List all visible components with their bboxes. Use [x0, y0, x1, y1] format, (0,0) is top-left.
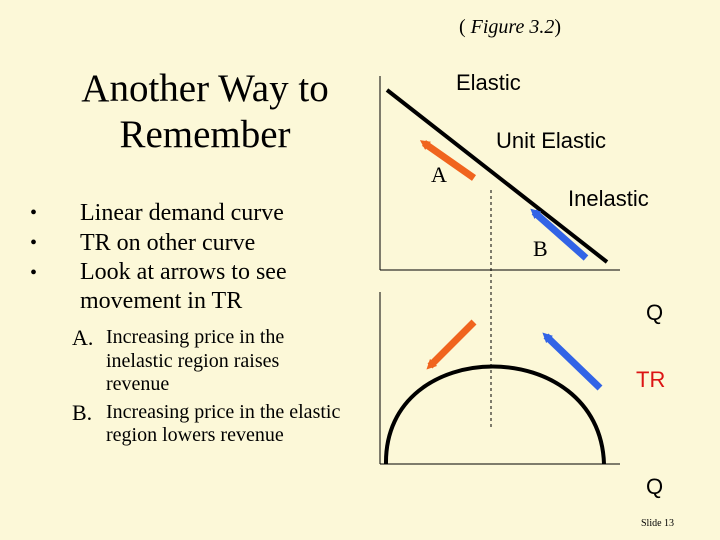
tr-curve [386, 367, 604, 465]
slide-number: Slide 13 [641, 518, 675, 529]
sub-marker: B. [72, 399, 93, 425]
sub-text: Increasing price in the inelastic region raises revenue [106, 326, 285, 395]
axis-q-bottom: Q [646, 474, 664, 499]
caption-suffix: ) [554, 16, 562, 38]
title-line-1: Another Way to [81, 67, 329, 110]
bullet-text: Linear demand curve [80, 200, 284, 226]
bullet-dot: • [30, 232, 38, 254]
title-line-2: Remember [119, 113, 291, 156]
sub-marker: A. [72, 325, 94, 350]
bullet-dot: • [30, 202, 38, 224]
curve-tr-label: TR [636, 367, 666, 392]
bullet-text: TR on other curve [80, 230, 256, 256]
bullet-dot: • [30, 262, 38, 284]
label-elastic: Elastic [456, 70, 521, 95]
sub-text: Increasing price in the elastic region lowers revenue [106, 400, 341, 446]
demand-curve [387, 90, 607, 262]
tr-arrow-orange [430, 322, 474, 366]
caption-figure-ref: Figure 3.2 [470, 16, 555, 38]
label-unit-elastic: Unit Elastic [496, 128, 607, 153]
point-b-label: B [533, 236, 548, 261]
bullet-text: Look at arrows to see movement in TR [80, 259, 287, 314]
label-inelastic: Inelastic [568, 186, 649, 211]
axis-q-top: Q [646, 300, 664, 325]
caption-prefix: ( [458, 16, 471, 38]
point-a-label: A [431, 162, 447, 187]
